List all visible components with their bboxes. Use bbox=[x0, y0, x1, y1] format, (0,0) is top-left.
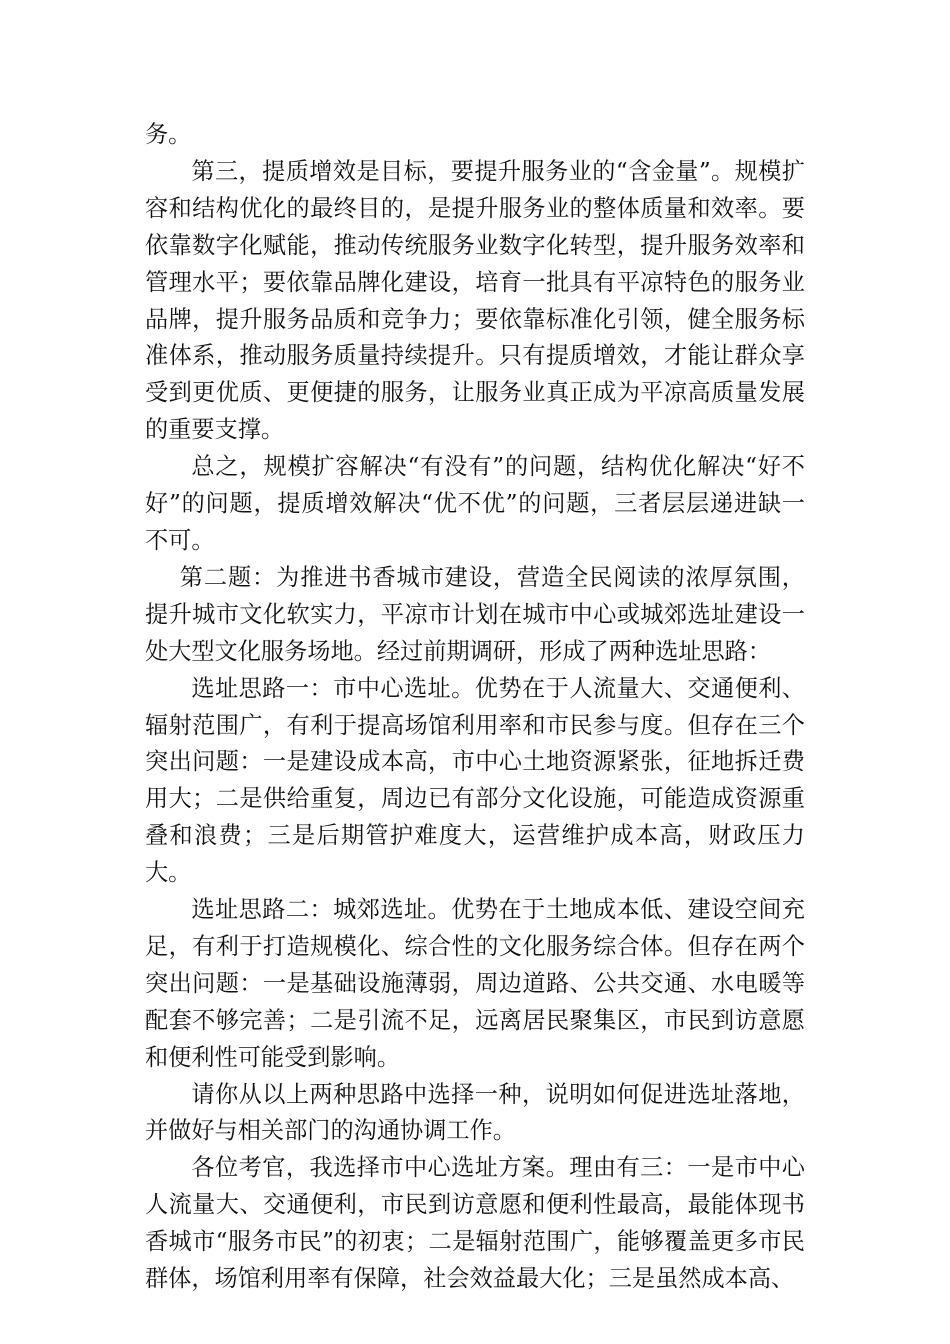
paragraph-option-one: 选址思路一：市中心选址。优势在于人流量大、交通便利、辐射范围广，有利于提高场馆利用率和市民参与度。但存在三个突出问题：一是建设成本高，市中心土地资源紧张，征地拆迁费用大；二是供给重复，周边已有部分文化设施，可能造成资源重叠和浪费；三是后期管护难度大，运营维护成本高，财政压力大。 bbox=[145, 674, 805, 887]
paragraph-continuation: 务。 bbox=[145, 121, 192, 148]
paragraph-answer: 各位考官，我选择市中心选址方案。理由有三：一是市中心人流量大、交通便利，市民到访意愿和便利性最高，最能体现书香城市“服务市民”的初衷；二是辐射范围广，能够覆盖更多市民群体，场馆利用率有保障，社会效益最大化；三是虽然成本高、 bbox=[145, 1154, 805, 1293]
document-body bbox=[145, 117, 805, 1298]
paragraph-question-two: 第二题：为推进书香城市建设，营造全民阅读的浓厚氛围，提升城市文化软实力，平凉市计划在城市中心或城郊选址建设一处大型文化服务场地。经过前期调研，形成了两种选址思路： bbox=[145, 563, 805, 665]
paragraph-summary: 总之，规模扩容解决“有没有”的问题，结构优化解决“好不好”的问题，提质增效解决“优不优”的问题，三者层层递进缺一不可。 bbox=[145, 453, 805, 554]
paragraph-third-point: 第三，提质增效是目标，要提升服务业的“含金量”。规模扩容和结构优化的最终目的，是提升服务业的整体质量和效率。要依靠数字化赋能，推动传统服务业数字化转型，提升服务效率和管理水平；要依靠品牌化建设，培育一批具有平凉特色的服务业品牌，提升服务品质和竞争力；要依靠标准化引领，健全服务标准体系，推动服务质量持续提升。只有提质增效，才能让群众享受到更优质、更便捷的服务，让服务业真正成为平凉高质量发展的重要支撑。 bbox=[145, 157, 805, 444]
paragraph-option-two: 选址思路二：城郊选址。优势在于土地成本低、建设空间充足，有利于打造规模化、综合性的文化服务综合体。但存在两个突出问题：一是基础设施薄弱，周边道路、公共交通、水电暖等配套不够完善；二是引流不足，远离居民聚集区，市民到访意愿和便利性可能受到影响。 bbox=[145, 896, 805, 1071]
paragraph-prompt: 请你从以上两种思路中选择一种，说明如何促进选址落地，并做好与相关部门的沟通协调工作。 bbox=[145, 1080, 805, 1145]
